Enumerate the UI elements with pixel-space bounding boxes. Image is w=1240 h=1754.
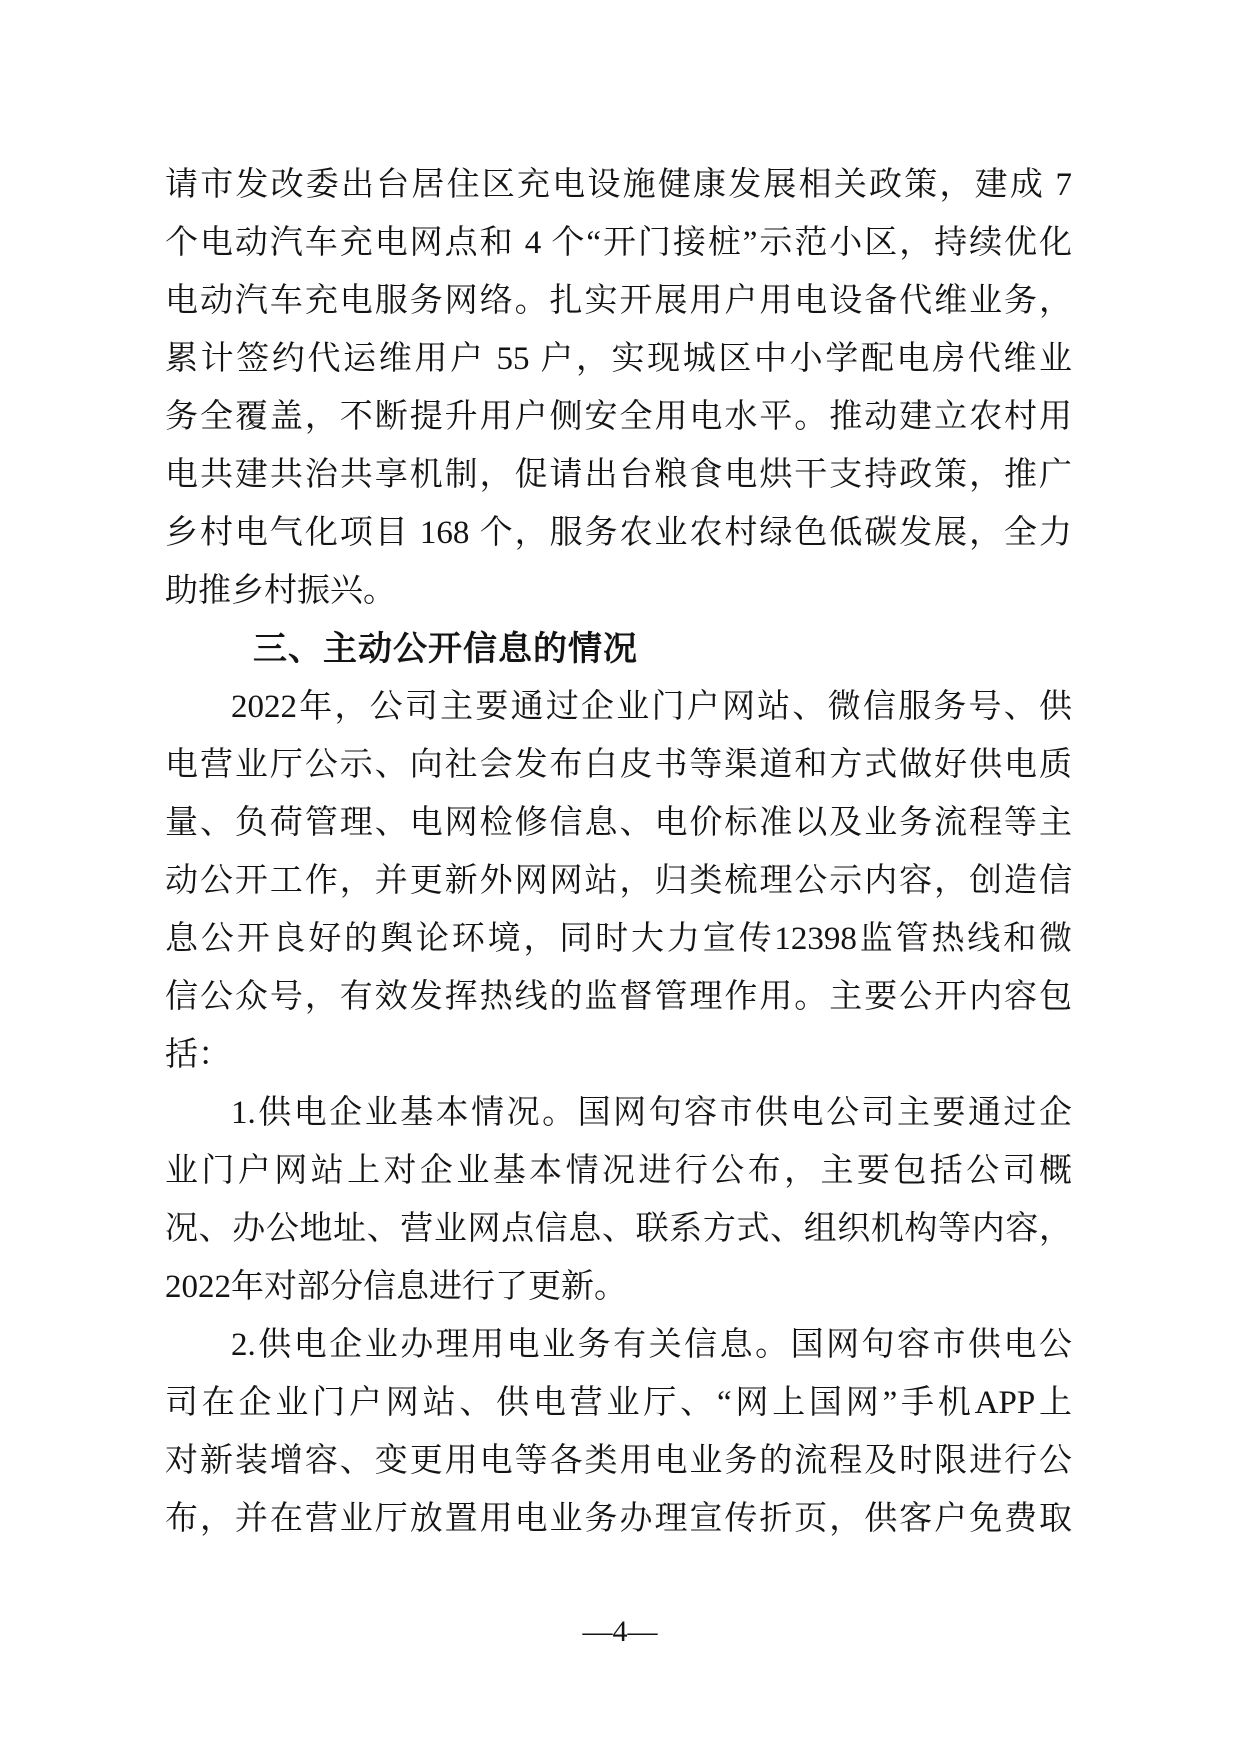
section-heading-3: 三、主动公开信息的情况 (253, 630, 638, 668)
paragraph-item-2-business-info-line: 对新装增容、变更用电等各类用电业务的流程及时限进行公 (165, 1443, 1072, 1479)
paragraph-charging-and-rural-line: 请市发改委出台居住区充电设施健康发展相关政策，建成 7 (165, 167, 1072, 203)
paragraph-disclosure-channels-line: 信公众号，有效发挥热线的监督管理作用。主要公开内容包 (165, 979, 1072, 1015)
paragraph-charging-and-rural-line: 电动汽车充电服务网络。扎实开展用户用电设备代维业务， (165, 283, 1072, 319)
paragraph-disclosure-channels-line: 量、负荷管理、电网检修信息、电价标准以及业务流程等主 (165, 805, 1072, 841)
paragraph-item-1-basic-info-line: 2022年对部分信息进行了更新。 (165, 1269, 627, 1305)
paragraph-charging-and-rural-line: 电共建共治共享机制，促请出台粮食电烘干支持政策，推广 (165, 457, 1072, 493)
paragraph-item-1-basic-info-line: 况、办公地址、营业网点信息、联系方式、组织机构等内容， (165, 1211, 1072, 1247)
paragraph-disclosure-channels-line: 2022年，公司主要通过企业门户网站、微信服务号、供 (231, 689, 1072, 725)
paragraph-charging-and-rural-line: 累计签约代运维用户 55 户，实现城区中小学配电房代维业 (165, 341, 1072, 377)
paragraph-disclosure-channels-line: 息公开良好的舆论环境，同时大力宣传12398监管热线和微 (165, 921, 1072, 957)
paragraph-item-1-basic-info-line: 1.供电企业基本情况。国网句容市供电公司主要通过企 (231, 1095, 1072, 1131)
paragraph-item-2-business-info-line: 2.供电企业办理用电业务有关信息。国网句容市供电公 (231, 1327, 1072, 1363)
page-number: —4— (582, 1615, 658, 1648)
paragraph-charging-and-rural-line: 助推乡村振兴。 (165, 573, 396, 609)
paragraph-disclosure-channels-line: 动公开工作，并更新外网网站，归类梳理公示内容，创造信 (165, 863, 1072, 899)
paragraph-item-2-business-info-line: 司在企业门户网站、供电营业厅、“网上国网”手机APP上 (165, 1385, 1072, 1421)
paragraph-disclosure-channels-line: 电营业厅公示、向社会发布白皮书等渠道和方式做好供电质 (165, 747, 1072, 783)
paragraph-item-2-business-info-line: 布，并在营业厅放置用电业务办理宣传折页，供客户免费取 (165, 1501, 1072, 1537)
paragraph-charging-and-rural-line: 务全覆盖，不断提升用户侧安全用电水平。推动建立农村用 (165, 399, 1072, 435)
paragraph-disclosure-channels-line: 括： (165, 1037, 231, 1073)
paragraph-item-1-basic-info-line: 业门户网站上对企业基本情况进行公布，主要包括公司概 (165, 1153, 1072, 1189)
document-body (165, 156, 1072, 1548)
paragraph-charging-and-rural-line: 乡村电气化项目 168 个，服务农业农村绿色低碳发展，全力 (165, 515, 1072, 551)
paragraph-charging-and-rural-line: 个电动汽车充电网点和 4 个“开门接桩”示范小区，持续优化 (165, 225, 1072, 261)
